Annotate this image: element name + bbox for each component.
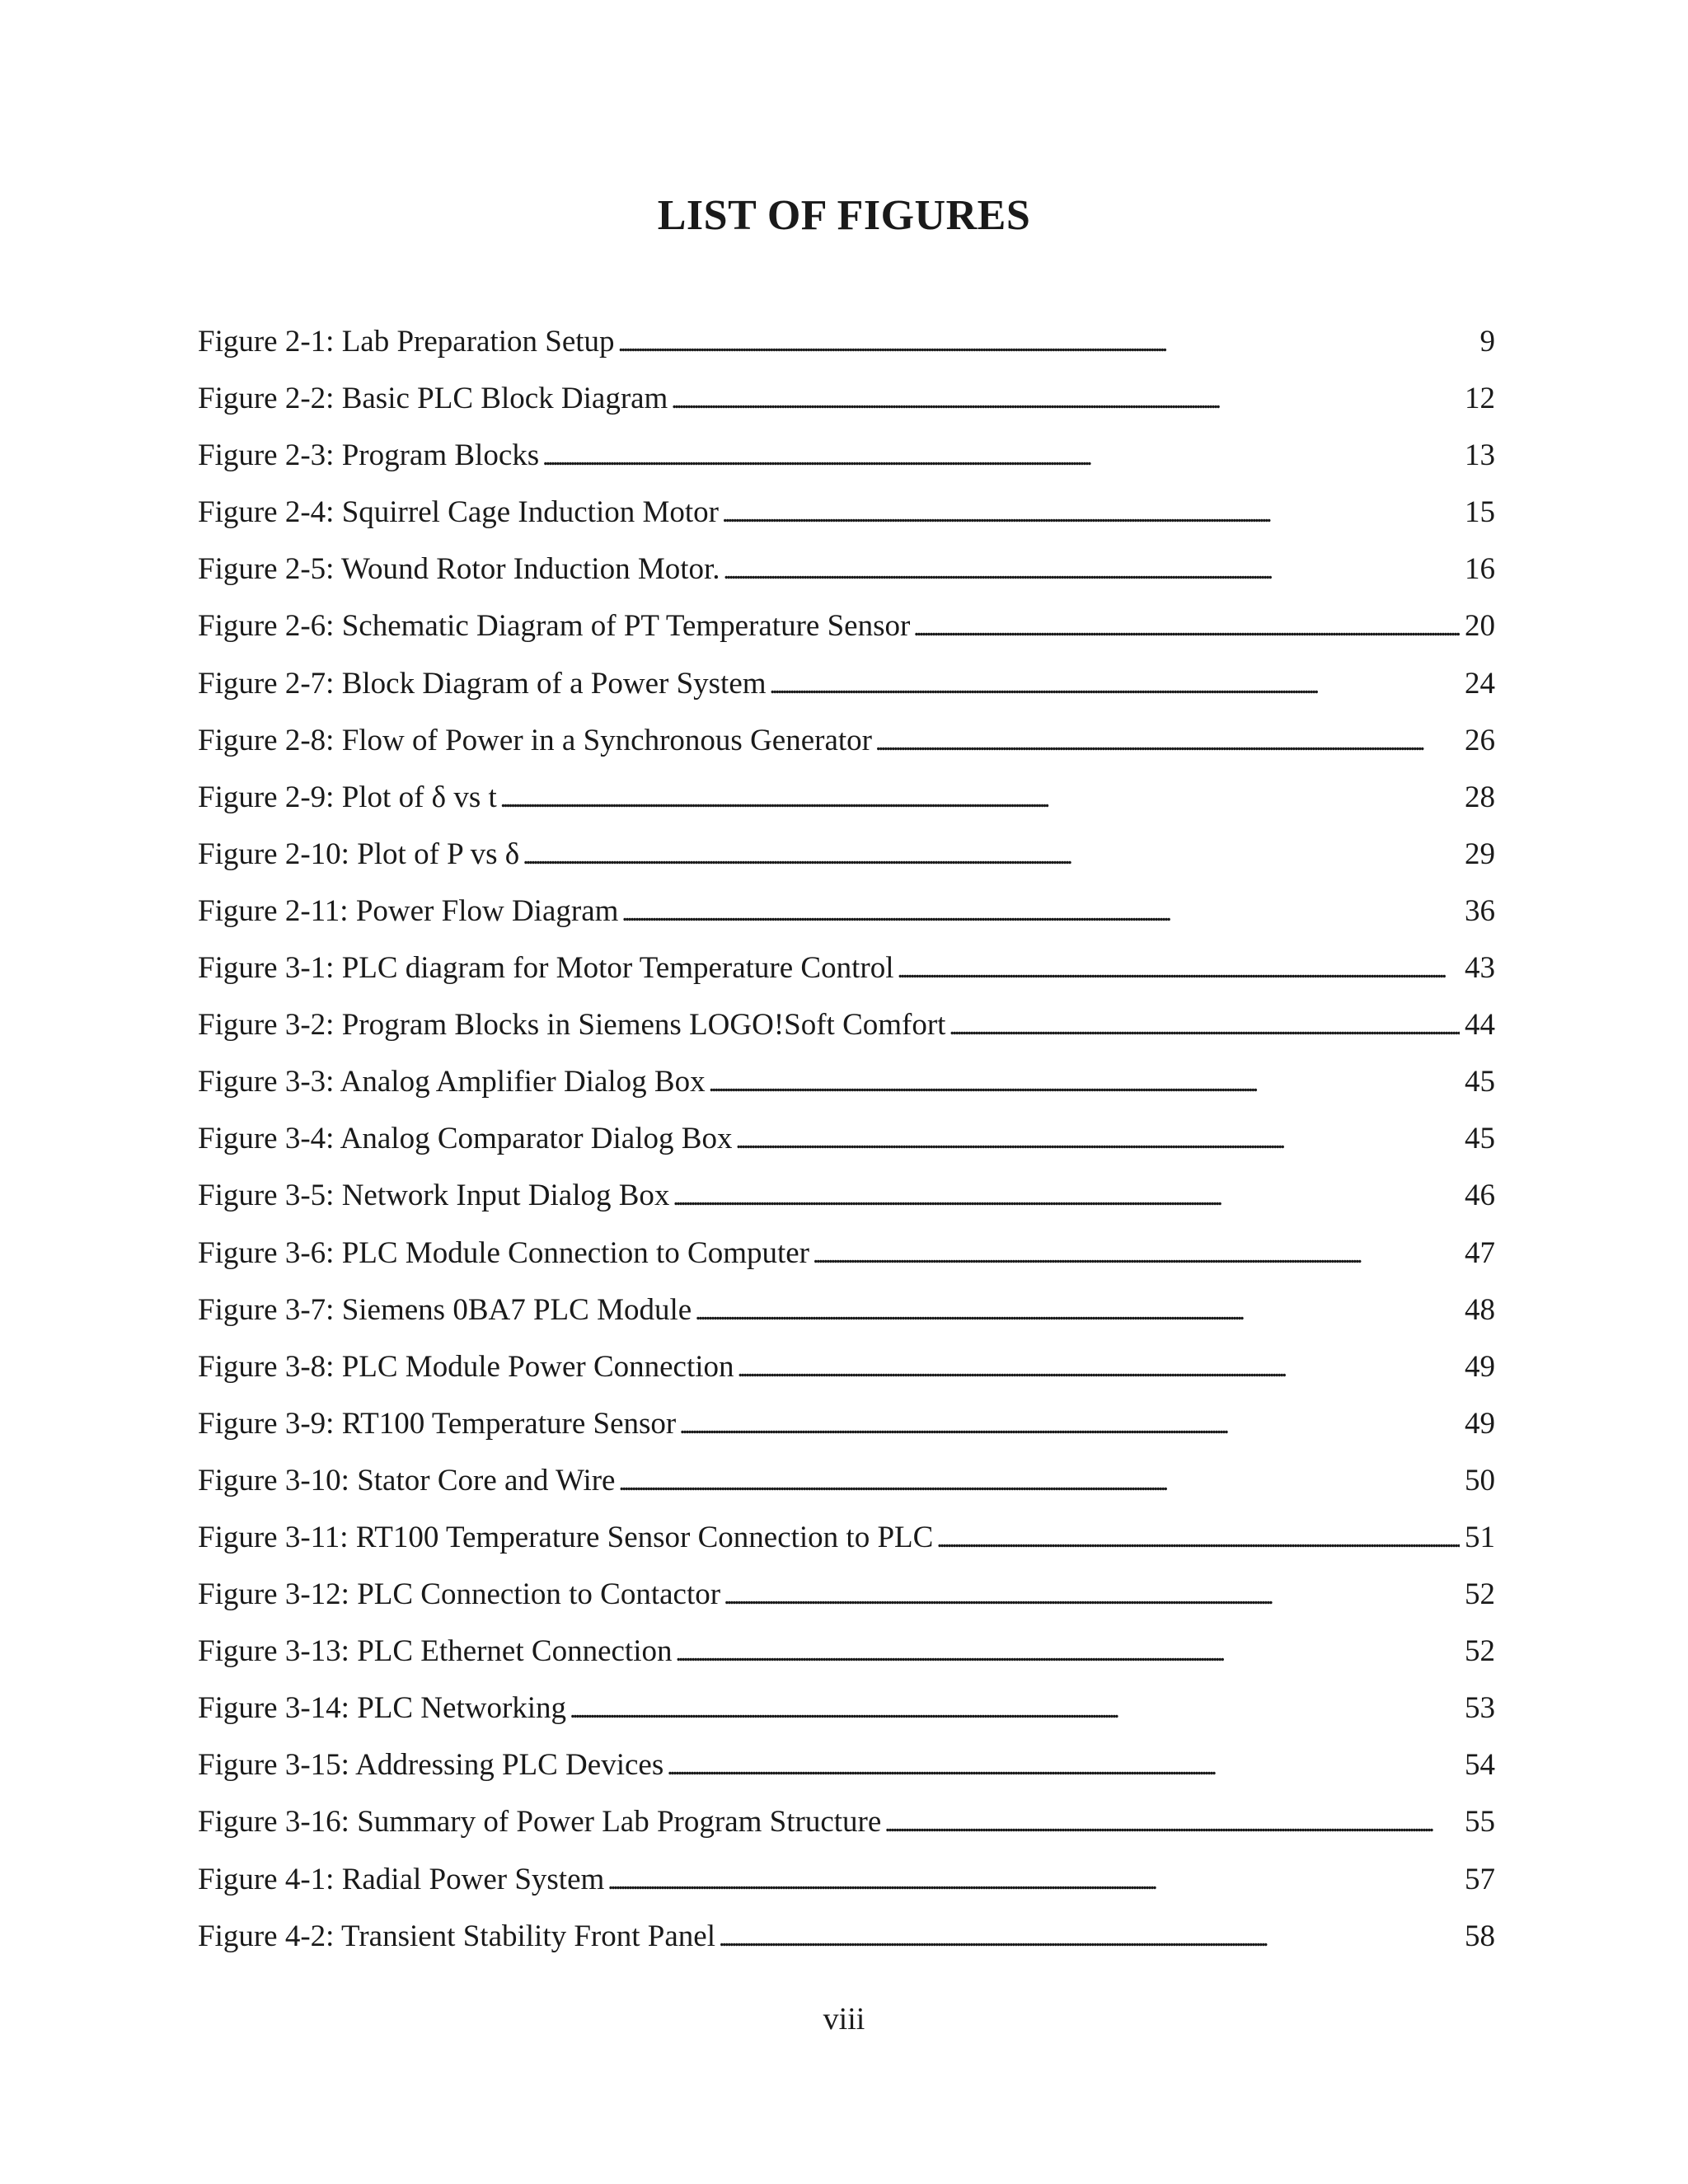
figure-entry[interactable] — [198, 1864, 1495, 1921]
figure-entry-label: Figure 3-7: Siemens 0BA7 PLC Module — [198, 1292, 692, 1327]
figure-entry[interactable] — [198, 839, 1495, 896]
figure-entry[interactable] — [198, 1066, 1495, 1123]
figure-entry-label: Figure 3-14: PLC Networking — [198, 1691, 567, 1726]
dot-leader — [738, 1357, 1460, 1381]
dot-leader — [675, 1641, 1460, 1666]
figure-entry-label: Figure 3-12: PLC Connection to Contactor — [198, 1577, 721, 1612]
figure-entry[interactable] — [198, 1750, 1495, 1807]
figure-entry[interactable] — [198, 1522, 1495, 1579]
figure-entry[interactable] — [198, 1636, 1495, 1693]
dot-leader — [673, 1185, 1460, 1210]
figure-entry[interactable] — [198, 1921, 1495, 1978]
figure-entry-label: Figure 2-3: Program Blocks — [198, 438, 540, 473]
figure-entry[interactable] — [198, 326, 1495, 383]
figure-entry-page-number: 24 — [1465, 666, 1495, 701]
figure-entry-page-number: 49 — [1465, 1349, 1495, 1384]
figure-entry-page-number: 58 — [1465, 1919, 1495, 1953]
figure-entry-label: Figure 3-5: Network Input Dialog Box — [198, 1179, 670, 1213]
dot-leader — [949, 1015, 1460, 1039]
dot-leader — [724, 1584, 1460, 1609]
figure-entry-page-number: 51 — [1465, 1520, 1495, 1554]
dot-leader — [621, 901, 1460, 926]
figure-entry[interactable] — [198, 1010, 1495, 1066]
figure-entry-page-number: 47 — [1465, 1235, 1495, 1270]
figure-entry-page-number: 49 — [1465, 1406, 1495, 1441]
figure-entry-label: Figure 2-1: Lab Preparation Setup — [198, 325, 615, 359]
figure-entry-label: Figure 3-2: Program Blocks in Siemens LOGO!Soft Comfort — [198, 1008, 946, 1043]
figure-entry-label: Figure 2-4: Squirrel Cage Induction Motor — [198, 495, 719, 530]
figure-entry-label: Figure 2-10: Plot of P vs δ — [198, 837, 520, 871]
figure-entry[interactable] — [198, 1180, 1495, 1237]
figure-entry[interactable] — [198, 1292, 1495, 1352]
figure-entry[interactable] — [198, 893, 1495, 953]
figure-entry-label: Figure 2-8: Flow of Power in a Synchronous Generator — [198, 723, 872, 757]
figure-entry-page-number: 45 — [1465, 1122, 1495, 1156]
figure-entry-label: Figure 2-2: Basic PLC Block Diagram — [198, 382, 668, 416]
figure-entry[interactable] — [198, 953, 1495, 1010]
dot-leader — [667, 1755, 1460, 1779]
figure-entry[interactable] — [198, 440, 1495, 497]
figure-entry-label: Figure 3-6: PLC Module Connection to Computer — [198, 1235, 810, 1270]
figure-entry[interactable] — [198, 1123, 1495, 1180]
figure-entry[interactable] — [198, 611, 1495, 668]
figure-entry-label: Figure 3-4: Analog Comparator Dialog Box — [198, 1122, 733, 1156]
figure-entry[interactable] — [198, 554, 1495, 611]
figure-entry[interactable] — [198, 1349, 1495, 1408]
figure-entry-page-number: 20 — [1465, 609, 1495, 644]
dot-leader — [770, 673, 1460, 698]
dot-leader — [735, 1128, 1460, 1153]
dot-leader — [722, 502, 1460, 527]
figure-entry-page-number: 46 — [1465, 1179, 1495, 1213]
figure-entry-label: Figure 3-13: PLC Ethernet Connection — [198, 1634, 673, 1669]
figure-entry[interactable] — [198, 668, 1495, 725]
figure-entry-label: Figure 3-16: Summary of Power Lab Program Structure — [198, 1805, 882, 1840]
figure-entry[interactable] — [198, 782, 1495, 839]
figure-entry-label: Figure 3-9: RT100 Temperature Sensor — [198, 1406, 677, 1441]
figure-entry-page-number: 50 — [1465, 1463, 1495, 1497]
dot-leader — [618, 1470, 1460, 1495]
figure-entry-page-number: 16 — [1465, 552, 1495, 587]
figure-entry-label: Figure 2-6: Schematic Diagram of PT Temperature Sensor — [198, 609, 911, 644]
figure-entry-page-number: 52 — [1465, 1577, 1495, 1612]
figure-entry-page-number: 29 — [1465, 837, 1495, 871]
figure-entry-page-number: 44 — [1465, 1008, 1495, 1043]
figure-list — [198, 326, 1495, 1978]
figure-entry[interactable] — [198, 497, 1495, 554]
figure-entry[interactable] — [198, 1408, 1495, 1465]
figure-entry-page-number: 28 — [1465, 780, 1495, 814]
figure-entry-label: Figure 2-9: Plot of δ vs t — [198, 780, 497, 814]
figure-entry-page-number: 48 — [1465, 1292, 1495, 1327]
dot-leader — [679, 1413, 1460, 1438]
dot-leader — [523, 844, 1460, 869]
figure-entry-label: Figure 3-11: RT100 Temperature Sensor Connection to PLC — [198, 1520, 934, 1554]
dot-leader — [709, 1071, 1460, 1096]
figure-entry-label: Figure 2-5: Wound Rotor Induction Motor. — [198, 552, 720, 587]
figure-entry-page-number: 13 — [1465, 438, 1495, 473]
figure-entry-page-number: 9 — [1479, 325, 1495, 359]
dot-leader — [570, 1698, 1460, 1722]
figure-entry-label: Figure 3-10: Stator Core and Wire — [198, 1463, 616, 1497]
dot-leader — [884, 1811, 1460, 1836]
dot-leader — [913, 616, 1460, 640]
figure-entry-label: Figure 4-2: Transient Stability Front Panel — [198, 1919, 715, 1953]
figure-entry[interactable] — [198, 1235, 1495, 1295]
figure-entry-label: Figure 3-1: PLC diagram for Motor Temperature Control — [198, 951, 894, 986]
figure-entry-page-number: 36 — [1465, 893, 1495, 928]
dot-leader — [724, 559, 1460, 583]
page-number: viii — [823, 2002, 865, 2036]
dot-leader — [618, 331, 1475, 356]
figure-entry-label: Figure 4-1: Radial Power System — [198, 1862, 605, 1896]
dot-leader — [500, 787, 1460, 812]
figure-entry-label: Figure 3-8: PLC Module Power Connection — [198, 1349, 734, 1384]
figure-entry[interactable] — [198, 725, 1495, 782]
dot-leader — [813, 1243, 1460, 1268]
figure-entry-page-number: 43 — [1465, 951, 1495, 986]
figure-entry-label: Figure 2-7: Block Diagram of a Power System — [198, 666, 767, 701]
dot-leader — [719, 1926, 1460, 1951]
figure-entry[interactable] — [198, 1693, 1495, 1750]
figure-entry-label: Figure 2-11: Power Flow Diagram — [198, 893, 619, 928]
figure-entry-page-number: 12 — [1465, 382, 1495, 416]
page-title: LIST OF FIGURES — [657, 192, 1031, 239]
figure-entry-page-number: 45 — [1465, 1065, 1495, 1099]
figure-entry[interactable] — [198, 1579, 1495, 1636]
dot-leader — [607, 1869, 1460, 1894]
figure-entry-label: Figure 3-15: Addressing PLC Devices — [198, 1748, 664, 1783]
figure-entry-page-number: 57 — [1465, 1862, 1495, 1896]
figure-entry-page-number: 53 — [1465, 1691, 1495, 1726]
figure-entry-page-number: 55 — [1465, 1805, 1495, 1840]
figure-entry-page-number: 15 — [1465, 495, 1495, 530]
dot-leader — [936, 1527, 1460, 1552]
dot-leader — [671, 388, 1460, 413]
dot-leader — [542, 445, 1460, 470]
figure-entry-page-number: 52 — [1465, 1634, 1495, 1669]
figure-entry-label: Figure 3-3: Analog Amplifier Dialog Box — [198, 1065, 706, 1099]
dot-leader — [897, 958, 1460, 982]
dot-leader — [695, 1300, 1460, 1324]
figure-entry[interactable] — [198, 383, 1495, 440]
dot-leader — [875, 730, 1460, 755]
figure-entry[interactable] — [198, 1465, 1495, 1522]
figure-entry[interactable] — [198, 1807, 1495, 1863]
figure-entry-page-number: 54 — [1465, 1748, 1495, 1783]
figure-entry-page-number: 26 — [1465, 723, 1495, 757]
